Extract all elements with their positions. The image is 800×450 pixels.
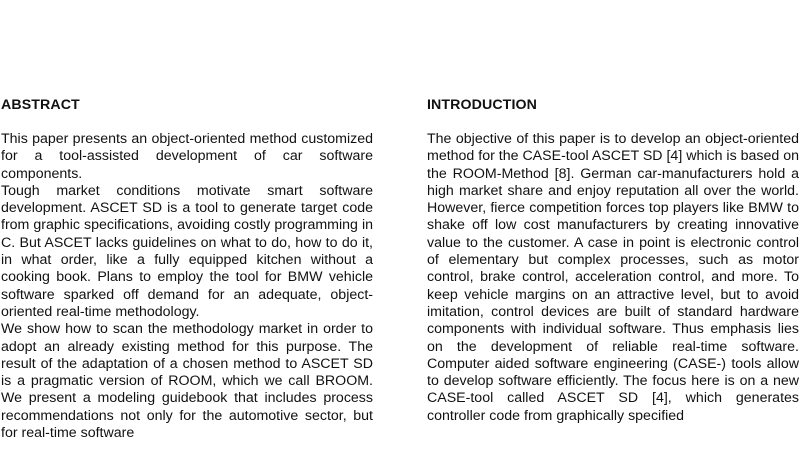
abstract-paragraph-2: Tough market conditions motivate smart software development. ASCET SD is a tool to generate target code from graphic specifications, avoiding costly programming in C. But ASCET lacks guidelines on what to do, how to do it, in what order, like a fully equipped kitchen without a cooking book. Plans to employ the tool for BMW vehicle software sparked off demand for an adequate, object-oriented real-time methodology. — [1, 182, 373, 320]
abstract-heading: ABSTRACT — [1, 97, 80, 113]
introduction-heading: INTRODUCTION — [427, 97, 537, 113]
abstract-paragraph-3: We show how to scan the methodology market in order to adopt an already existing method for this purpose. The result of the adaptation of a chosen method to ASCET SD is a pragmatic version of ROOM, which we call BROOM. We present a modeling guidebook that includes process recommendations not only for the automotive sector, but for real-time software — [1, 321, 373, 442]
introduction-paragraph-1: The objective of this paper is to develop an object-oriented method for the CASE-tool ASCET SD [4] which is based on the ROOM-Method [8]. German car-manufacturers hold a high market share and enjoy reputation all over the world. However, fierce competition forces top players like BMW to shake off low cost manufacturers by creating innovative value to the customer. A case in point is electronic control of elementary but complex processes, such as motor control, brake control, acceleration control, and more. To keep vehicle margins on an attractive level, but to avoid imitation, control devices are built of standard hardware components with individual software. Thus emphasis lies on the development of reliable real-time software. Computer aided software engineering (CASE-) tools allow to develop software efficiently. The focus here is on a new CASE-tool called ASCET SD [4], which generates controller code from graphically specified — [427, 131, 799, 424]
abstract-paragraph-1: This paper presents an object-oriented method customized for a tool-assisted development of car software components. — [1, 131, 373, 182]
abstract-column — [1, 97, 373, 442]
introduction-column — [427, 97, 799, 425]
